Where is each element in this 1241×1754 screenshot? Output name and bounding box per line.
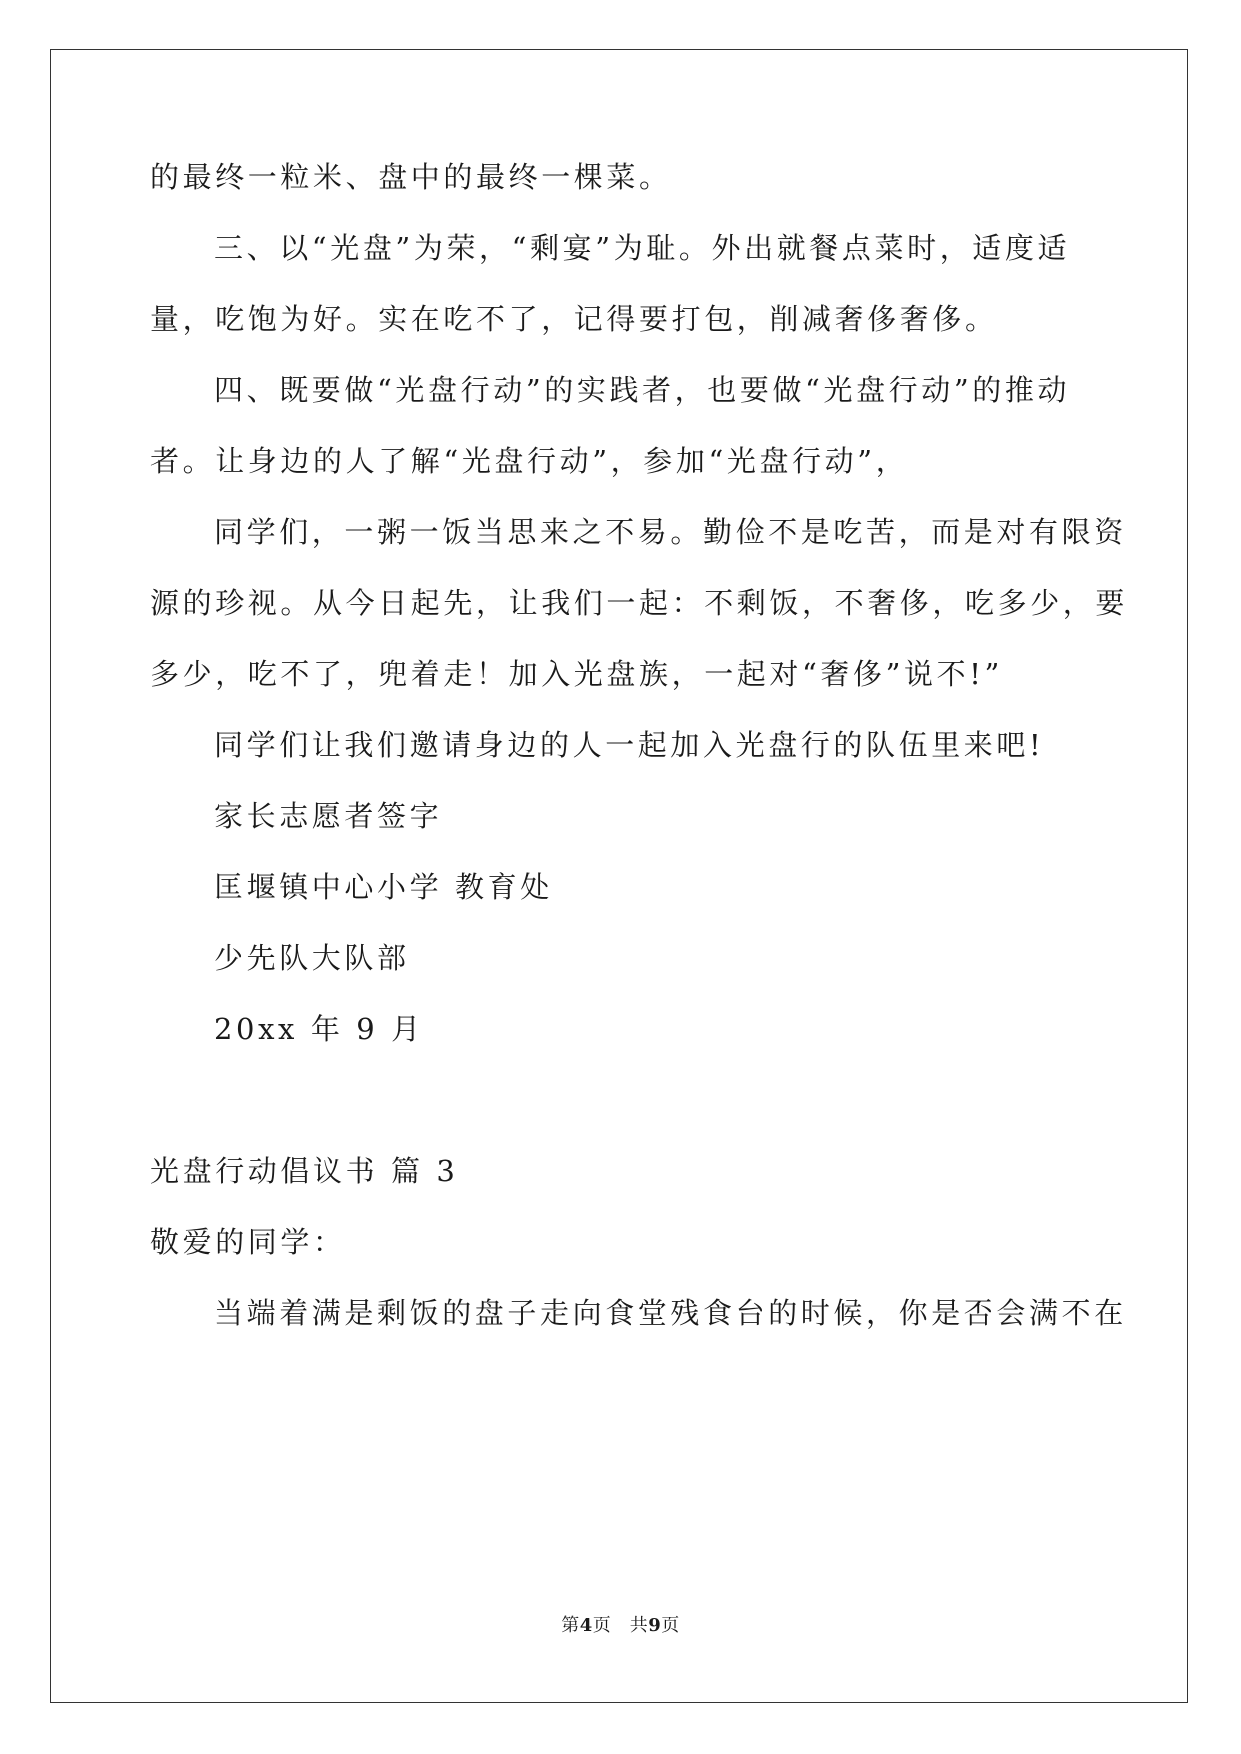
section-title: 光盘行动倡议书 篇 3 (150, 1154, 459, 1188)
body-line: 源的珍视。从今日起先，让我们一起：不剩饭，不奢侈，吃多少，要 (150, 586, 1129, 620)
body-line: 同学们，一粥一饭当思来之不易。勤俭不是吃苦，而是对有限资 (214, 515, 1127, 549)
footer-middle: 页 共 (592, 1615, 649, 1636)
body-line: 同学们让我们邀请身边的人一起加入光盘行的队伍里来吧! (214, 728, 1045, 762)
page-footer (0, 1615, 1241, 1637)
date-line: 20xx 年 9 月 (214, 1012, 424, 1046)
signature-line: 匡堰镇中心小学 教育处 (214, 870, 553, 904)
footer-page-number: 4 (579, 1615, 593, 1636)
signature-line: 少先队大队部 (214, 941, 410, 975)
body-line: 当端着满是剩饭的盘子走向食堂残食台的时候，你是否会满不在 (214, 1296, 1127, 1330)
salutation: 敬爱的同学： (150, 1225, 346, 1259)
body-line: 的最终一粒米、盘中的最终一棵菜。 (150, 160, 672, 194)
footer-suffix: 页 (661, 1615, 680, 1636)
body-line: 四、既要做“光盘行动”的实践者，也要做“光盘行动”的推动 (214, 373, 1071, 407)
signature-line: 家长志愿者签字 (214, 799, 443, 833)
footer-total-pages: 9 (648, 1615, 662, 1636)
body-line: 多少，吃不了，兜着走！加入光盘族，一起对“奢侈”说不!” (150, 657, 1003, 691)
footer-prefix: 第 (561, 1615, 580, 1636)
body-line: 量，吃饱为好。实在吃不了，记得要打包，削减奢侈奢侈。 (150, 302, 998, 336)
body-line: 三、以“光盘”为荣，“剩宴”为耻。外出就餐点菜时，适度适 (214, 231, 1071, 265)
body-line: 者。让身边的人了解“光盘行动”，参加“光盘行动”， (150, 444, 909, 478)
